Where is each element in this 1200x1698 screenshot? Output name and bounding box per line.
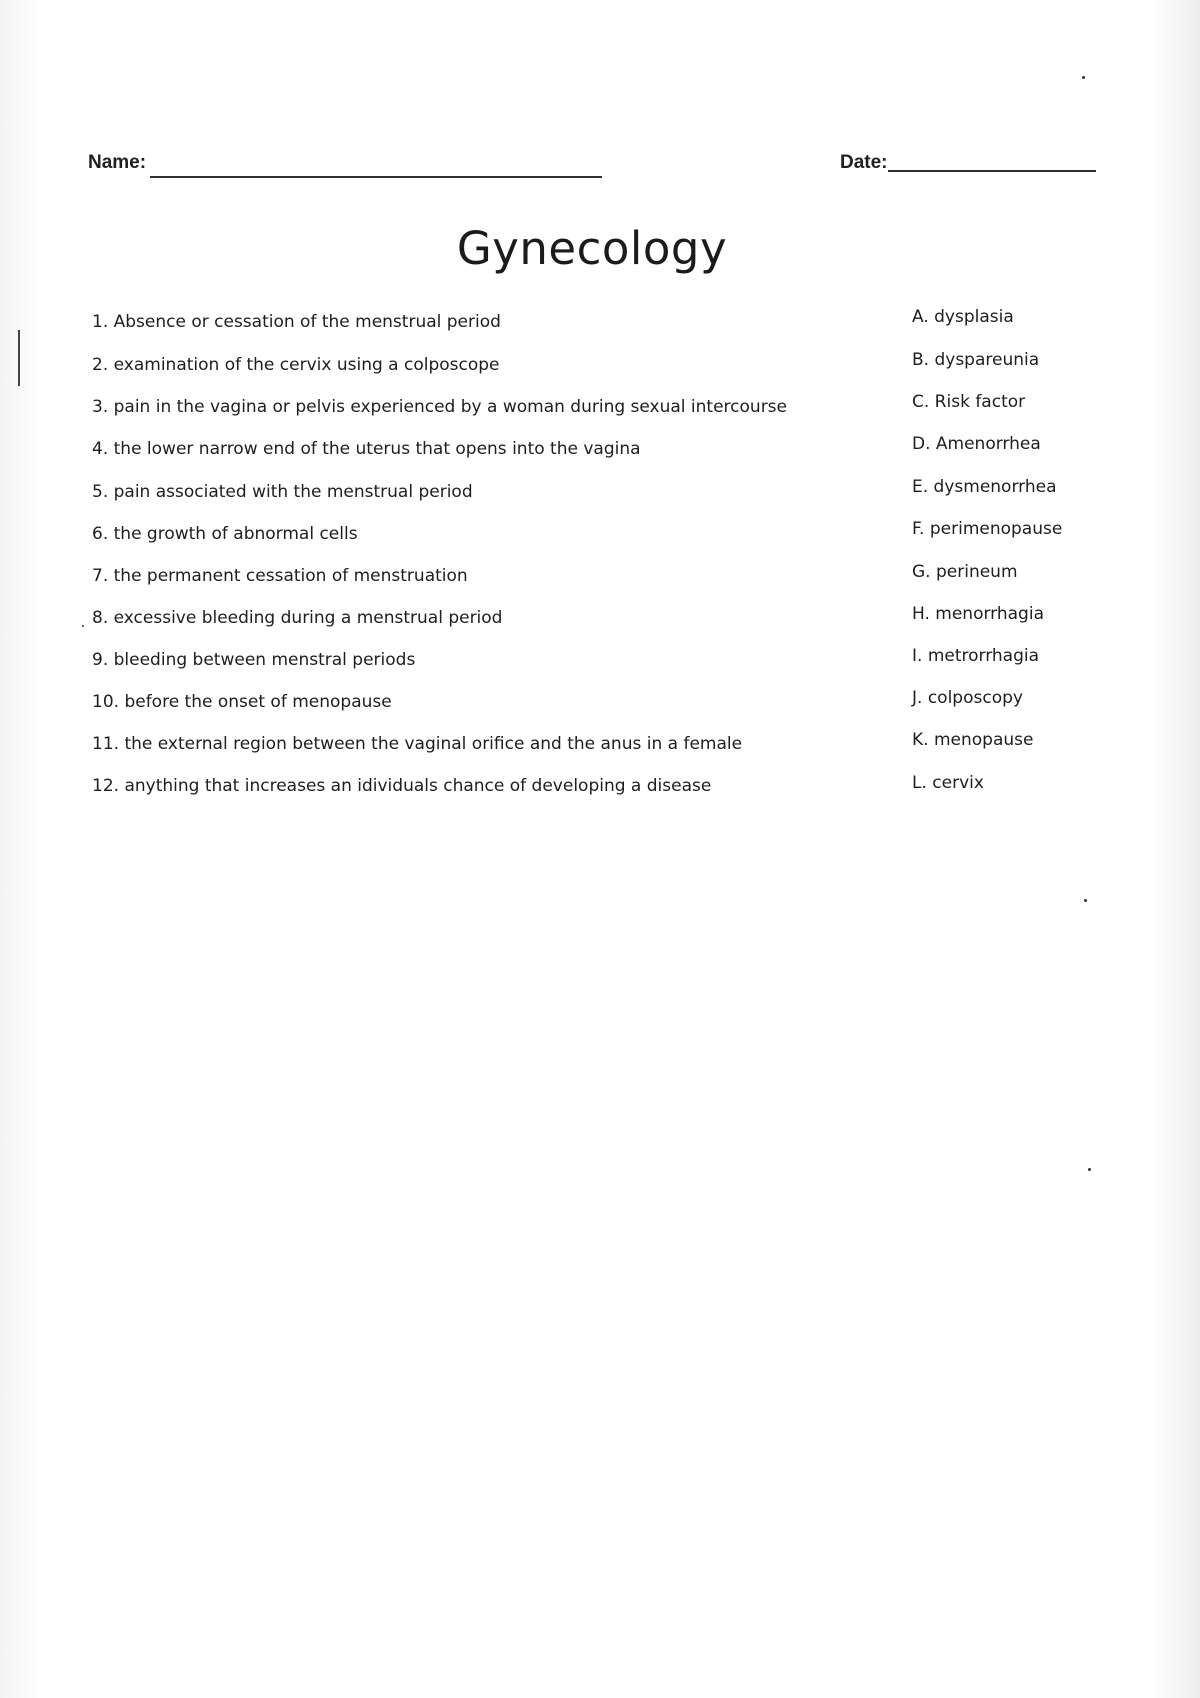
scan-speck	[1088, 1168, 1091, 1171]
question-item: 11. the external region between the vaginal orifice and the anus in a female	[92, 734, 743, 754]
scan-edge-mark	[18, 330, 20, 386]
question-item: 6. the growth of abnormal cells	[92, 524, 358, 544]
date-blank-line	[888, 170, 1096, 172]
scan-speck	[82, 625, 84, 627]
question-item: 3. pain in the vagina or pelvis experienced by a woman during sexual intercourse	[92, 397, 787, 417]
page-title	[0, 222, 1200, 275]
name-label: Name:	[88, 152, 147, 173]
answer-item: C. Risk factor	[912, 392, 1026, 412]
question-item: 12. anything that increases an idividuals chance of developing a disease	[92, 776, 712, 796]
date-label: Date:	[840, 152, 888, 173]
question-item: 4. the lower narrow end of the uterus that opens into the vagina	[92, 439, 641, 459]
scan-speck	[1084, 899, 1087, 902]
question-item: 10. before the onset of menopause	[92, 692, 392, 712]
answer-item: D. Amenorrhea	[912, 434, 1041, 454]
name-blank-line	[150, 176, 602, 178]
answer-item: F. perimenopause	[912, 519, 1063, 539]
question-item: 9. bleeding between menstral periods	[92, 650, 416, 670]
question-item: 1. Absence or cessation of the menstrual period	[92, 312, 501, 332]
answer-item: K. menopause	[912, 730, 1034, 750]
question-item: 7. the permanent cessation of menstruation	[92, 566, 468, 586]
question-item: 5. pain associated with the menstrual period	[92, 482, 473, 502]
answer-item: L. cervix	[912, 773, 984, 793]
answer-item: G. perineum	[912, 562, 1018, 582]
answer-item: I. metrorrhagia	[912, 646, 1040, 666]
answer-item: A. dysplasia	[912, 307, 1014, 327]
question-item: 8. excessive bleeding during a menstrual period	[92, 608, 503, 628]
question-item: 2. examination of the cervix using a colposcope	[92, 355, 500, 375]
scan-speck	[1082, 76, 1085, 79]
answer-item: J. colposcopy	[912, 688, 1023, 708]
answer-item: H. menorrhagia	[912, 604, 1044, 624]
answer-item: E. dysmenorrhea	[912, 477, 1057, 497]
page-title-text: Gynecology	[456, 222, 728, 275]
answer-item: B. dyspareunia	[912, 350, 1040, 370]
